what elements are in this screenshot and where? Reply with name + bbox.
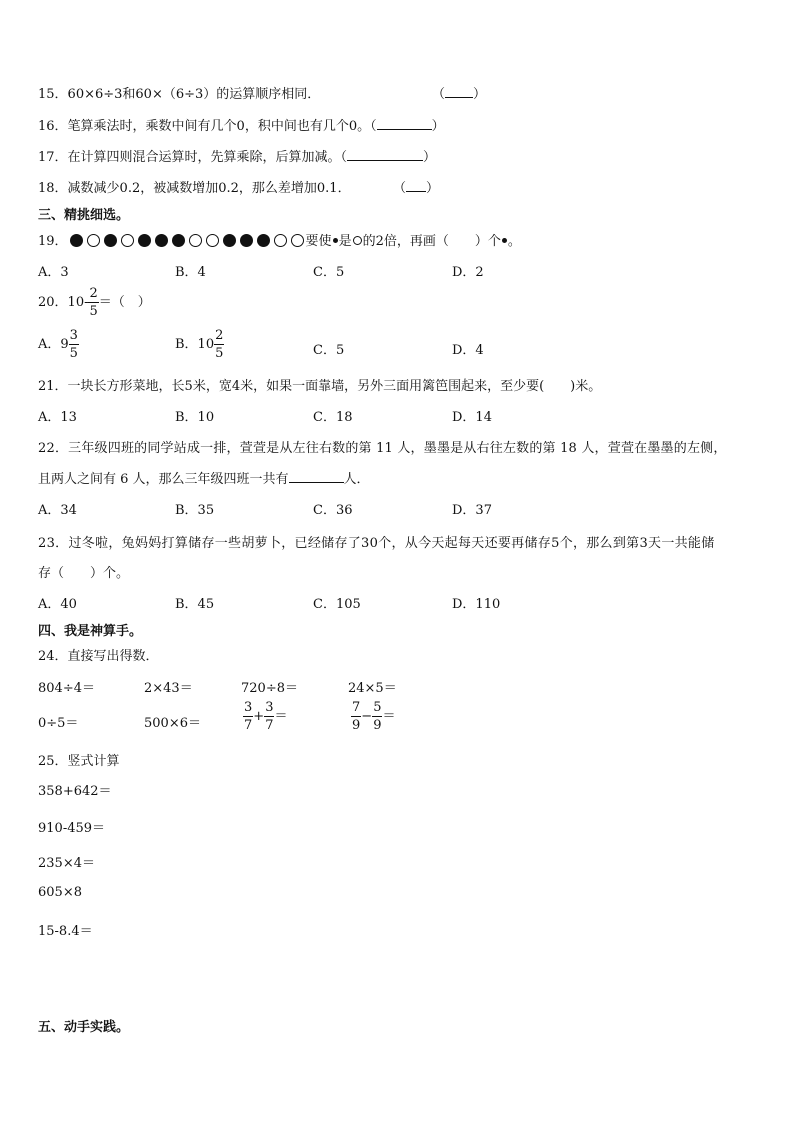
question-16-text: 16．笔算乘法时，乘数中间有几个0，积中间也有几个0。（ xyxy=(38,119,377,134)
vertical-calc-item: 358+642＝ xyxy=(38,784,112,799)
q20-option-d[interactable]: D．4 xyxy=(452,343,484,358)
black-dot-icon xyxy=(257,234,270,247)
question-15-text: 15．60×6÷3和60×（6÷3）的运算顺序相同． xyxy=(38,87,321,102)
vertical-calc-item: 910-459＝ xyxy=(38,821,106,836)
q19-option-c[interactable]: C．5 xyxy=(313,265,345,280)
black-dot-icon xyxy=(223,234,236,247)
calc-item: 500×6＝ xyxy=(144,716,201,731)
calc-item: 0÷5＝ xyxy=(38,716,79,731)
answer-blank[interactable] xyxy=(289,472,344,483)
q20-option-a[interactable]: A．9 $\frac{3}{5}$ xyxy=(38,328,78,361)
question-23-line-2: 存（ ）个。 xyxy=(38,566,130,581)
white-circle-icon xyxy=(189,234,202,247)
q23-option-a[interactable]: A．40 xyxy=(38,597,77,612)
question-19-number: 19． xyxy=(38,234,68,249)
calc-item-fraction-sum: $\frac{3}{7}$ + $\frac{3}{7}$ ＝ xyxy=(244,700,288,733)
question-19: 19． 要使 是 的2倍，再画（ ）个 。 xyxy=(38,234,521,249)
q23-option-c[interactable]: C．105 xyxy=(313,597,361,612)
q22-option-a[interactable]: A．34 xyxy=(38,503,77,518)
question-21: 21．一块长方形菜地，长5米，宽4米，如果一面靠墙，另外三面用篱笆围起来，至少要( )米。 xyxy=(38,379,602,394)
vertical-calc-item: 605×8 xyxy=(38,885,82,900)
q21-option-a[interactable]: A．13 xyxy=(38,410,77,425)
q21-option-d[interactable]: D．14 xyxy=(452,410,492,425)
fraction: $\frac{2}{5}$ xyxy=(215,328,224,361)
q19-option-a[interactable]: A．3 xyxy=(38,265,69,280)
question-20: 20．10- $\frac{2}{5}$ ＝（ ） xyxy=(38,286,151,319)
calc-item: 2×43＝ xyxy=(144,681,193,696)
question-22-line-1: 22．三年级四班的同学站成一排，萱萱是从左往右数的第 11 人，墨墨是从右往左数的第 18 人，萱萱在墨墨的左侧， xyxy=(38,441,727,456)
calc-item: 24×5＝ xyxy=(348,681,397,696)
white-circle-icon xyxy=(87,234,100,247)
section-3-title: 三、精挑细选。 xyxy=(38,208,130,223)
question-23-line-1: 23．过冬啦，兔妈妈打算储存一些胡萝卜，已经储存了30个，从今天起每天还要再储存5个，那么到第3天一共能储 xyxy=(38,536,715,551)
question-18-answer-paren[interactable]: （ ） xyxy=(393,181,440,196)
question-18-text: 18．减数减少0.2，被减数增加0.2，那么差增加0.1． xyxy=(38,181,351,196)
black-dot-icon xyxy=(138,234,151,247)
vertical-calc-item: 15-8.4＝ xyxy=(38,924,93,939)
q20-option-c[interactable]: C．5 xyxy=(313,343,345,358)
section-5-title: 五、动手实践。 xyxy=(38,1020,130,1035)
black-dot-icon xyxy=(240,234,253,247)
answer-blank[interactable] xyxy=(445,87,473,98)
q19-option-d[interactable]: D．2 xyxy=(452,265,484,280)
white-circle-icon xyxy=(206,234,219,247)
answer-blank[interactable] xyxy=(347,150,423,161)
section-4-title: 四、我是神算手。 xyxy=(38,624,143,639)
q21-option-c[interactable]: C．18 xyxy=(313,410,353,425)
vertical-calc-item: 235×4＝ xyxy=(38,856,95,871)
calc-item: 720÷8＝ xyxy=(241,681,298,696)
fraction: $\frac{3}{5}$ xyxy=(69,328,78,361)
calc-item: 804÷4＝ xyxy=(38,681,95,696)
question-18 xyxy=(38,177,351,196)
black-dot-icon xyxy=(104,234,117,247)
black-dot-icon xyxy=(502,238,507,243)
white-circle-icon xyxy=(353,236,362,245)
question-25-title: 25．竖式计算 xyxy=(38,754,120,769)
answer-blank[interactable] xyxy=(406,181,426,192)
answer-blank[interactable] xyxy=(377,119,432,130)
question-17-text: 17．在计算四则混合运算时，先算乘除，后算加减。（ xyxy=(38,150,348,165)
calc-item-fraction-difference: $\frac{7}{9}$ − $\frac{5}{9}$ ＝ xyxy=(352,700,396,733)
black-dot-icon xyxy=(172,234,185,247)
q22-option-c[interactable]: C．36 xyxy=(313,503,353,518)
fraction: $\frac{2}{5}$ xyxy=(89,286,98,319)
q20-option-b[interactable]: B．10 $\frac{2}{5}$ xyxy=(175,328,224,361)
q19-option-b[interactable]: B．4 xyxy=(175,265,206,280)
question-16: 16．笔算乘法时，乘数中间有几个0，积中间也有几个0。（ ） xyxy=(38,119,445,134)
dot-sequence xyxy=(68,234,306,249)
white-circle-icon xyxy=(291,234,304,247)
black-dot-icon xyxy=(70,234,83,247)
question-24-title: 24．直接写出得数． xyxy=(38,649,159,664)
question-15 xyxy=(38,83,320,102)
question-22-line-2: 且两人之间有 6 人，那么三年级四班一共有 人． xyxy=(38,472,370,487)
q21-option-b[interactable]: B．10 xyxy=(175,410,215,425)
q23-option-d[interactable]: D．110 xyxy=(452,597,501,612)
question-15-answer-paren[interactable]: （ ） xyxy=(432,87,487,102)
white-circle-icon xyxy=(274,234,287,247)
q23-option-b[interactable]: B．45 xyxy=(175,597,215,612)
q22-option-d[interactable]: D．37 xyxy=(452,503,492,518)
q22-option-b[interactable]: B．35 xyxy=(175,503,215,518)
question-17: 17．在计算四则混合运算时，先算乘除，后算加减。（ ） xyxy=(38,150,437,165)
black-dot-icon xyxy=(333,238,338,243)
black-dot-icon xyxy=(155,234,168,247)
white-circle-icon xyxy=(121,234,134,247)
